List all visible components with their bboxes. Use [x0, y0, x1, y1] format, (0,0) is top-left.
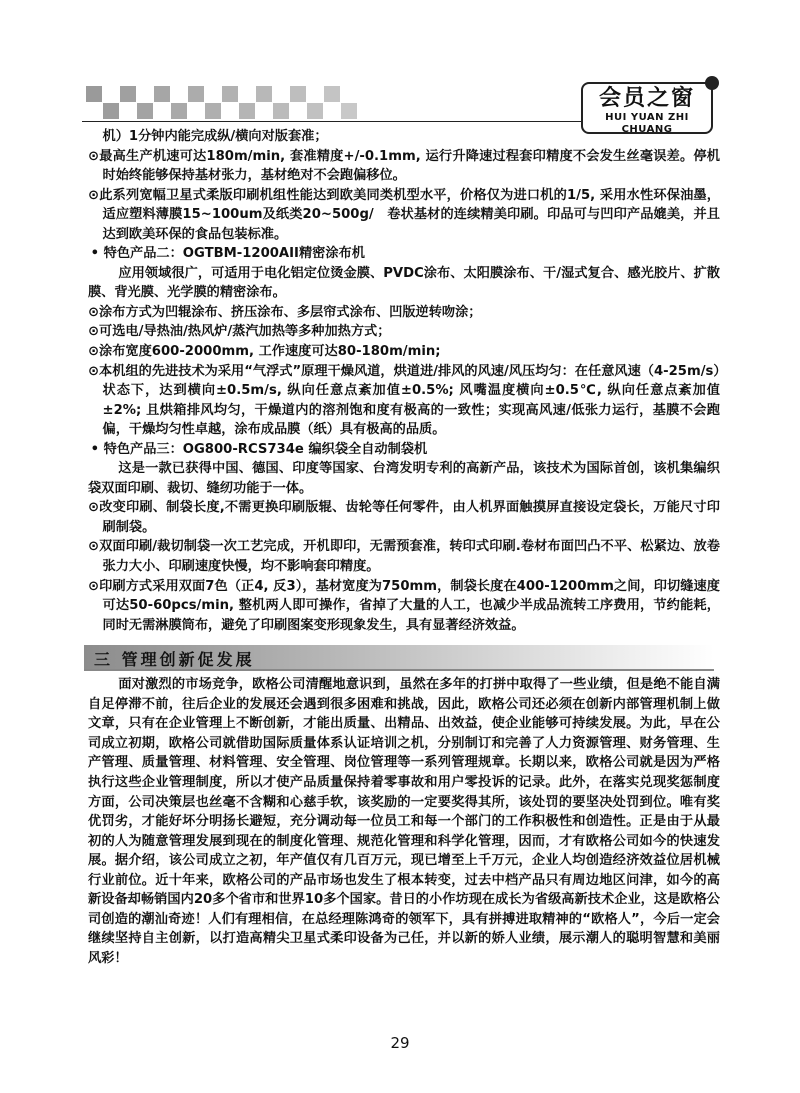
header-checker-decoration: [86, 86, 366, 120]
article-body: [88, 127, 720, 968]
featured-product-heading: • 特色产品三：OG800-RCS734e 编织袋全自动制袋机: [90, 441, 428, 457]
paragraph: 应用领域很广，可适用于电化铝定位烫金膜、PVDC涂布、太阳膜涂布、干/湿式复合、感光胶片、扩散膜、背光膜、光学膜的精密涂布。: [88, 265, 720, 301]
bullet-paragraph: ⊙涂布方式为凹辊涂布、挤压涂布、多层帘式涂布、凹版逆转吻涂；: [88, 304, 482, 320]
checker-square: [120, 86, 136, 102]
section-heading: [84, 645, 720, 669]
checker-square: [324, 86, 340, 102]
paragraph: 机）1分钟内能完成纵/横向对版套准；: [102, 129, 328, 144]
logo-pinyin: HUI YUAN ZHI CHUANG: [605, 112, 689, 135]
checker-square: [256, 86, 272, 102]
checker-square: [154, 86, 170, 102]
checker-square: [188, 86, 204, 102]
checker-square: [86, 86, 102, 102]
page-number: 29: [390, 1034, 410, 1052]
featured-product-heading: • 特色产品二：OGTBM-1200AII精密涂布机: [90, 246, 365, 262]
logo-dot-icon: [705, 76, 719, 90]
paragraph: 这是一款已获得中国、德国、印度等国家、台湾发明专利的高新产品，该技术为国际首创，该机集编织袋双面印刷、裁切、缝纫功能于一体。: [88, 461, 720, 496]
bullet-paragraph: ⊙双面印刷/裁切制袋一次工艺完成，开机即印，无需预套准，转印式印刷.卷材布面凹凸不平、松紧边、放卷张力大小、印刷速度快慢，均不影响套印精度。: [88, 539, 720, 575]
checker-square: [341, 103, 357, 119]
checker-square: [137, 103, 153, 119]
checker-square: [290, 86, 306, 102]
checker-square: [103, 103, 119, 119]
checker-square: [273, 103, 289, 119]
checker-square: [171, 103, 187, 119]
section-title: 三 管理创新促发展: [94, 650, 255, 670]
logo-title: 会员之窗: [598, 86, 695, 111]
product-paragraphs: [88, 127, 720, 635]
checker-square: [205, 103, 221, 119]
bullet-paragraph: ⊙本机组的先进技术为采用“气浮式”原理干燥风道，烘道进/排风的风速/风压均匀：在任意风速（4-25m/s）状态下，达到横向±0.5m/s, 纵向任意点紊加值±0.5%; 风嘴温度横向±0.5℃, 纵向任意点紊加值±2%; 且烘箱排风均匀，干燥道内的溶剂饱和度有极高的一致性；实现高风速/低张力运行，基膜不会跑偏，干燥均匀性卓越，涂布成品膜（纸）具有极高的品质。: [88, 363, 720, 438]
bullet-paragraph: ⊙改变印刷、制袋长度,不需更换印刷版辊、齿轮等任何零件，由人机界面触摸屏直接设定袋长，万能尺寸印刷制袋。: [88, 500, 720, 535]
bullet-paragraph: ⊙涂布宽度600-2000mm, 工作速度可达80-180m/min;: [88, 344, 441, 360]
bullet-paragraph: ⊙可选电/导热油/热风炉/蒸汽加热等多种加热方式；: [88, 324, 391, 340]
section-paragraph: 面对激烈的市场竞争，欧格公司清醒地意识到，虽然在多年的打拼中取得了一些业绩，但是绝不能自满自足停滞不前，往后企业的发展还会遇到很多困难和挑战，因此，欧格公司还必须在创新内部管理机制上做文章，只有在企业管理上不断创新，才能出质量、出精品、出效益，使企业能够可持续发展。为此，早在公司成立初期，欧格公司就借助国际质量体系认证培训之机，分别制订和完善了人力资源管理、财务管理、生产管理、质量管理、材料管理、安全管理、岗位管理等一系列管理规章。长期以来，欧格公司就是因为严格执行这些企业管理制度，所以才使产品质量保持着零事故和用户零投诉的记录。此外，在落实兑现奖惩制度方面，公司决策层也丝毫不含糊和心慈手软，该奖励的一定要奖得其所，该处罚的要坚决处罚到位。唯有奖优罚劣，才能好坏分明扬长避短，充分调动每一位员工和每一个部门的工作积极性和创造性。正是由于从最初的人为随意管理发展到现在的制度化管理、规范化管理和科学化管理，因而，才有欧格公司如今的快速发展。据介绍，该公司成立之初，年产值仅有几百万元，现已增至上千万元，企业人均创造经济效益位居机械行业前位。近十年来，欧格公司的产品市场也发生了根本转变，过去中档产品只有周边地区问津，如今的高新设备却畅销国内20多个省市和世界10多个国家。昔日的小作坊现在成长为省级高新技术企业，这是欧格公司创造的潮汕奇迹！人们有理相信，在总经理陈鸿奇的领军下，具有拼搏进取精神的“欧格人”，今后一定会继续坚持自主创新，以打造高精尖卫星式柔印设备为己任，并以新的娇人业绩，展示潮人的聪明智慧和美丽风彩！: [88, 677, 720, 966]
bullet-paragraph: ⊙最高生产机速可达180m/min, 套准精度+/-0.1mm, 运行升降速过程套印精度不会发生丝毫误差。停机时始终能够保持基材张力，基材绝对不会跑偏移位。: [88, 148, 720, 184]
checker-square: [307, 103, 323, 119]
checker-square: [239, 103, 255, 119]
bullet-paragraph: ⊙此系列宽幅卫星式柔版印刷机组性能达到欧美同类机型水平，价格仅为进口机的1/5, 采用水性环保油墨，适应塑料薄膜15~100um及纸类20~500g/ 卷状基材的连续精美印刷。印品可与凹印产品媲美，并且达到欧美环保的食品包装标准。: [88, 187, 720, 242]
checker-square: [222, 86, 238, 102]
bullet-paragraph: ⊙印刷方式采用双面7色（正4, 反3），基材宽度为750mm，制袋长度在400-1200mm之间，印切缝速度可达50-60pcs/min, 整机两人即可操作，省掉了大量的人工，也减少半成品流转工序费用，节约能耗，同时无需淋膜筒布，避免了印刷图案变形现象发生，具有显著经济效益。: [88, 578, 720, 633]
